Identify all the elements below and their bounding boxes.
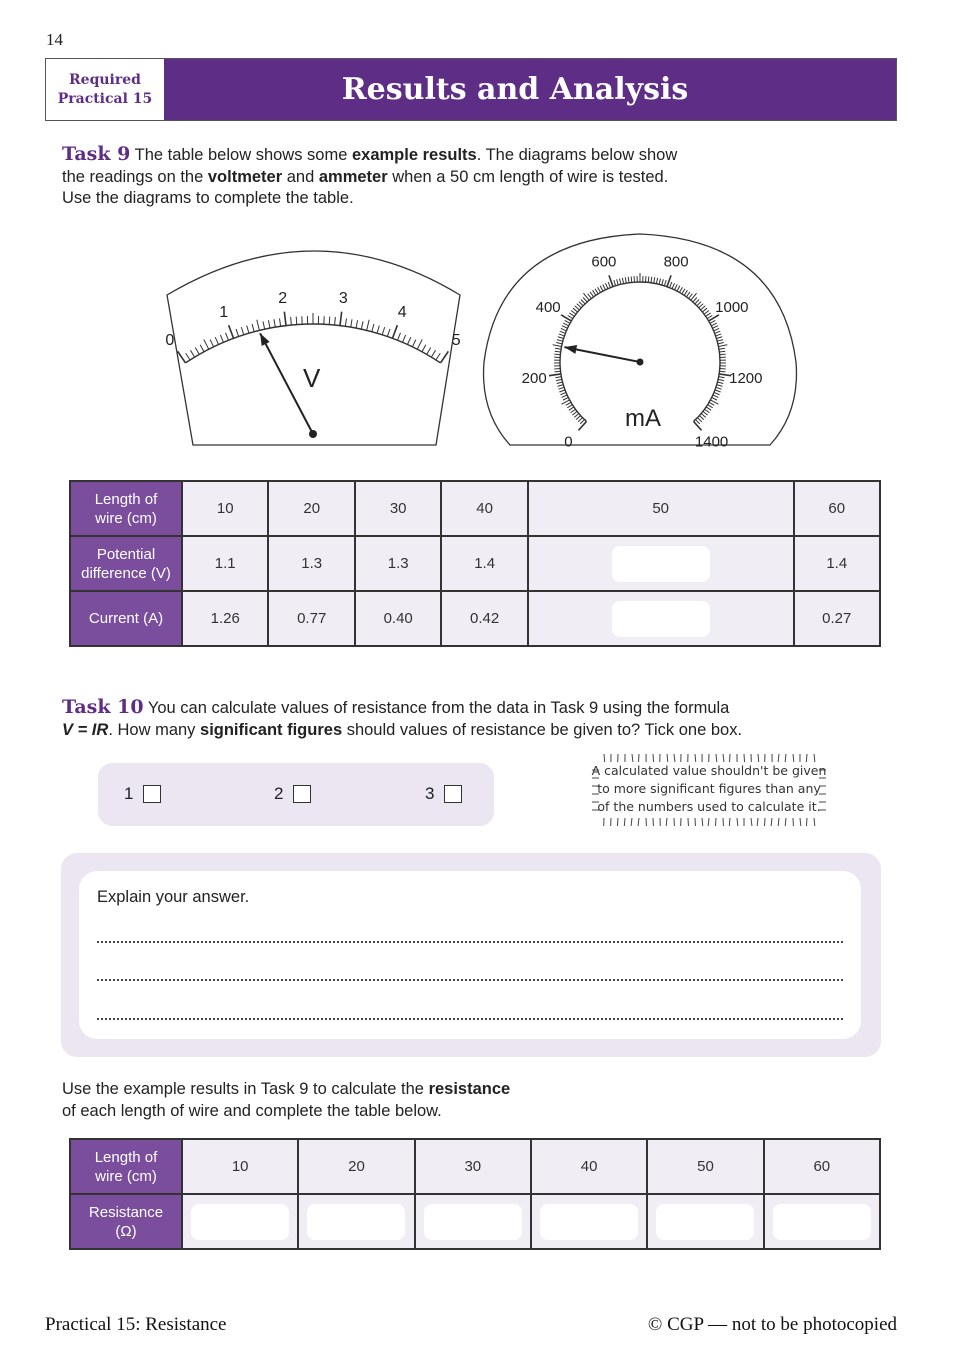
table-cell: 0.77 bbox=[268, 591, 354, 646]
row-header bbox=[70, 1194, 182, 1249]
badge-line2: Practical 15 bbox=[57, 90, 153, 107]
hint-dash bbox=[632, 754, 633, 762]
header-line: Current (A) bbox=[88, 610, 164, 627]
option-2[interactable] bbox=[274, 784, 311, 804]
header-line: Potential bbox=[96, 545, 156, 563]
answer-cell-current-50[interactable] bbox=[528, 591, 794, 646]
bold-text: ammeter bbox=[318, 167, 388, 186]
hint-dash bbox=[674, 754, 675, 762]
checkbox[interactable] bbox=[143, 785, 161, 803]
header-line: Length of bbox=[94, 1148, 158, 1166]
table-cell: 50 bbox=[647, 1139, 763, 1194]
table-cell: 30 bbox=[355, 481, 441, 536]
task9-instructions bbox=[62, 144, 762, 210]
hint-line: of the numbers used to calculate it. bbox=[597, 799, 821, 814]
hint-dash bbox=[653, 754, 654, 762]
table-cell: 1.26 bbox=[182, 591, 268, 646]
task10-label: Task 10 bbox=[62, 696, 144, 718]
hint-dash bbox=[785, 818, 786, 826]
scale-label: 2 bbox=[278, 289, 288, 307]
option-3[interactable] bbox=[425, 784, 462, 804]
scale-label: 1000 bbox=[715, 299, 749, 317]
table-row bbox=[70, 1139, 880, 1194]
table-row bbox=[70, 1194, 880, 1249]
bold-text: example results bbox=[351, 146, 477, 164]
table-row bbox=[70, 536, 880, 591]
answer-box[interactable] bbox=[307, 1204, 405, 1240]
answer-cell[interactable] bbox=[764, 1194, 880, 1249]
ammeter-unit: mA bbox=[625, 405, 661, 432]
answer-cell[interactable] bbox=[531, 1194, 647, 1249]
voltmeter-unit: V bbox=[303, 363, 321, 393]
explain-answer-area[interactable] bbox=[79, 871, 861, 1039]
answer-cell[interactable] bbox=[647, 1194, 763, 1249]
scale-label: 400 bbox=[535, 299, 561, 317]
text: You can calculate values of resistance from the data in Task 9 using the formula bbox=[143, 699, 730, 717]
table-cell: 30 bbox=[415, 1139, 531, 1194]
checkbox[interactable] bbox=[444, 785, 462, 803]
option-label: 1 bbox=[124, 784, 134, 803]
answer-box[interactable] bbox=[612, 601, 710, 637]
bold-text: voltmeter bbox=[207, 167, 283, 186]
hint-dash bbox=[771, 818, 772, 826]
answer-box[interactable] bbox=[612, 546, 710, 582]
bold-text: significant figures bbox=[200, 720, 343, 739]
table-row bbox=[70, 591, 880, 646]
text: when a 50 cm length of wire is tested. bbox=[387, 167, 669, 186]
scale-label: 1 bbox=[219, 304, 229, 322]
answer-cell[interactable] bbox=[298, 1194, 414, 1249]
text: Use the diagrams to complete the table. bbox=[62, 189, 354, 207]
header-line: (Ω) bbox=[115, 1222, 137, 1240]
header-line: wire (cm) bbox=[95, 1167, 157, 1185]
sig-fig-options bbox=[98, 763, 494, 826]
hint-dash bbox=[631, 818, 632, 826]
hint-bubble bbox=[590, 752, 828, 828]
answer-line[interactable] bbox=[97, 941, 843, 943]
results-table bbox=[69, 480, 881, 647]
ammeter-pivot bbox=[637, 359, 644, 366]
scale-tick bbox=[720, 354, 726, 355]
hint-dash bbox=[778, 818, 779, 826]
hint-dash bbox=[793, 754, 794, 762]
scale-tick bbox=[329, 317, 330, 325]
scale-label: 800 bbox=[663, 253, 689, 271]
voltmeter-pivot bbox=[309, 430, 317, 438]
scale-tick bbox=[296, 317, 297, 325]
explain-panel bbox=[61, 853, 881, 1057]
scale-label: 4 bbox=[397, 304, 407, 322]
table-cell: 60 bbox=[764, 1139, 880, 1194]
header-line: wire (cm) bbox=[95, 509, 157, 527]
scale-tick bbox=[555, 371, 561, 372]
hint-dash bbox=[751, 818, 752, 826]
table-cell: 1.3 bbox=[355, 536, 441, 591]
answer-cell[interactable] bbox=[182, 1194, 298, 1249]
table-cell: 60 bbox=[794, 481, 880, 536]
hint-dash bbox=[716, 754, 717, 762]
table-cell: 40 bbox=[531, 1139, 647, 1194]
task10-instructions bbox=[62, 697, 842, 741]
explain-label: Explain your answer. bbox=[97, 888, 250, 906]
answer-line[interactable] bbox=[97, 1018, 843, 1020]
table-cell: 0.40 bbox=[355, 591, 441, 646]
voltmeter-diagram bbox=[160, 232, 480, 452]
scale-tick bbox=[554, 354, 560, 355]
hint-dash bbox=[814, 754, 815, 762]
page-title: Results and Analysis bbox=[164, 59, 896, 120]
footer-right: © CGP — not to be photocopied bbox=[647, 1314, 897, 1335]
text: the readings on the bbox=[62, 167, 208, 186]
row-header bbox=[70, 536, 182, 591]
scale-tick bbox=[631, 276, 632, 282]
checkbox[interactable] bbox=[293, 785, 311, 803]
task9-label: Task 9 bbox=[62, 143, 131, 165]
ammeter-diagram bbox=[480, 232, 800, 452]
scale-tick bbox=[648, 276, 649, 282]
hint-dash bbox=[667, 754, 668, 762]
table-cell: 1.3 bbox=[268, 536, 354, 591]
table-cell: 20 bbox=[298, 1139, 414, 1194]
answer-box[interactable] bbox=[540, 1204, 638, 1240]
hint-dash bbox=[806, 818, 807, 826]
hint-dash bbox=[638, 754, 639, 762]
header-line: Resistance bbox=[88, 1203, 164, 1221]
scale-tick bbox=[719, 371, 725, 372]
hint-dash bbox=[757, 818, 758, 826]
answer-box[interactable] bbox=[656, 1204, 754, 1240]
answer-box[interactable] bbox=[773, 1204, 871, 1240]
option-label: 2 bbox=[274, 784, 284, 803]
text: should values of resistance be given to? Tick one box. bbox=[342, 720, 743, 739]
hint-text bbox=[590, 762, 828, 816]
answer-cell-pd-50[interactable] bbox=[528, 536, 794, 591]
answer-box[interactable] bbox=[424, 1204, 522, 1240]
hint-line: to more significant figures than any bbox=[597, 781, 821, 796]
practical-badge bbox=[46, 59, 164, 120]
text: The table below shows some bbox=[130, 146, 352, 164]
table-cell: 1.4 bbox=[441, 536, 527, 591]
hint-dash bbox=[778, 754, 779, 762]
scale-label: 0 bbox=[165, 331, 175, 349]
hint-dash bbox=[744, 754, 745, 762]
table-row bbox=[70, 481, 880, 536]
hint-dash bbox=[814, 818, 815, 826]
footer-left: Practical 15: Resistance bbox=[45, 1314, 227, 1335]
hint-dash bbox=[638, 818, 639, 826]
table-cell: 10 bbox=[182, 481, 268, 536]
hint-dash bbox=[604, 754, 605, 762]
table-cell: 1.4 bbox=[794, 536, 880, 591]
hint-dash bbox=[785, 754, 786, 762]
table-cell: 0.42 bbox=[441, 591, 527, 646]
table-cell: 20 bbox=[268, 481, 354, 536]
text: Use the example results in Task 9 to calculate the bbox=[62, 1080, 429, 1098]
text: of each length of wire and complete the table below. bbox=[62, 1101, 442, 1120]
header-line: difference (V) bbox=[81, 564, 171, 582]
formula: V = IR bbox=[62, 720, 109, 739]
hint-dash bbox=[617, 818, 618, 826]
resistance-table bbox=[69, 1138, 881, 1250]
hint-line: A calculated value shouldn't be given bbox=[591, 763, 827, 778]
row-header bbox=[70, 481, 182, 536]
hint-dash bbox=[806, 754, 807, 762]
hint-dash bbox=[695, 754, 696, 762]
hint-dash bbox=[764, 818, 765, 826]
text: . How many bbox=[108, 720, 201, 739]
option-label: 3 bbox=[425, 784, 435, 803]
table-cell: 40 bbox=[441, 481, 527, 536]
table-cell: 1.1 bbox=[182, 536, 268, 591]
scale-label: 3 bbox=[338, 289, 348, 307]
table-cell: 10 bbox=[182, 1139, 298, 1194]
page-number: 14 bbox=[46, 30, 63, 49]
scale-label: 5 bbox=[451, 331, 461, 349]
bold-text: resistance bbox=[428, 1080, 511, 1098]
hint-dash bbox=[702, 818, 703, 826]
hint-dash bbox=[666, 818, 667, 826]
hint-dash bbox=[729, 818, 730, 826]
scale-label: 1200 bbox=[729, 369, 763, 387]
scale-label: 200 bbox=[521, 369, 547, 387]
badge-line1: Required bbox=[69, 71, 141, 88]
page-header bbox=[45, 58, 897, 121]
header-line: Length of bbox=[94, 490, 158, 508]
hint-dash bbox=[624, 818, 625, 826]
answer-cell[interactable] bbox=[415, 1194, 531, 1249]
hint-dash bbox=[708, 818, 709, 826]
scale-label: 1400 bbox=[694, 433, 729, 451]
scale-label: 600 bbox=[591, 253, 617, 271]
table-cell: 50 bbox=[528, 481, 794, 536]
answer-box[interactable] bbox=[191, 1204, 289, 1240]
table-cell: 0.27 bbox=[794, 591, 880, 646]
hint-dash bbox=[737, 818, 738, 826]
resistance-instructions bbox=[62, 1079, 662, 1122]
hint-dash bbox=[800, 818, 801, 826]
answer-line[interactable] bbox=[97, 979, 843, 981]
row-header bbox=[70, 1139, 182, 1194]
option-1[interactable] bbox=[124, 784, 161, 804]
text: . The diagrams below show bbox=[476, 146, 678, 164]
text: and bbox=[282, 167, 319, 186]
hint-dash bbox=[715, 818, 716, 826]
scale-label: 0 bbox=[564, 433, 573, 451]
hint-dash bbox=[723, 754, 724, 762]
hint-dash bbox=[758, 754, 759, 762]
row-header bbox=[70, 591, 182, 646]
